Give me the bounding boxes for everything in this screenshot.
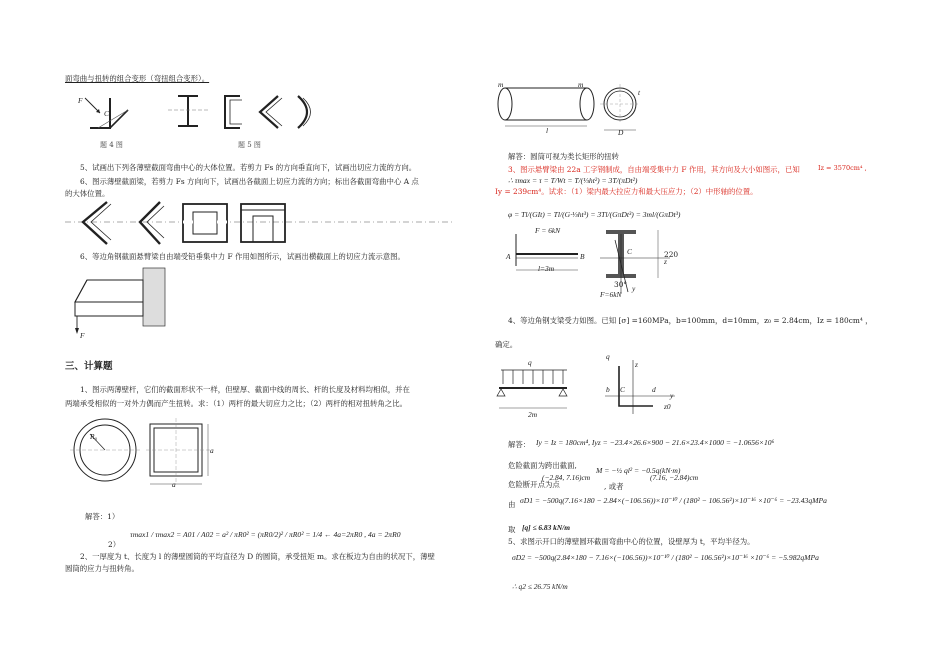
- danger-point-2: (7.16, −2.84)cm: [650, 473, 699, 482]
- problem-6b-text: 6、等边角钢截面悬臂梁自由端受铅垂集中力 F 作用如图所示，试画出横截面上的切应力流示意图。: [80, 252, 405, 261]
- danger-point-text: 危险断开点为点: [508, 480, 560, 489]
- section-q-label: q: [606, 352, 610, 361]
- problem-5-text: 5、试画出下列各薄壁截面弯曲中心的大体位置。若剪力 Fs 的方向垂直向下，试画出切应力流的方向。: [80, 163, 417, 172]
- angle-cantilever-figure: [65, 262, 175, 342]
- problem-4-text-b: 确定。: [495, 340, 518, 349]
- beam-a-label: A: [506, 252, 511, 261]
- tube-m-left: m: [498, 80, 504, 89]
- calc-2-text-b: 圆筒的应力与扭转角。: [65, 564, 139, 573]
- tau-max-formula: ∴ τmax = τ = T/Wt = T/(⅓ht²) = 3T/(πDt²): [508, 176, 638, 185]
- ring-r0-label: R₀: [90, 432, 98, 441]
- stress-ratio-formula: τmax1 / τmax2 = A01 / A02 = a² / πR0² = (πR0/2)² / πR0² = 1/4 ← 4a=2πR0 , 4a = 2πR0: [130, 530, 401, 539]
- angle-force-label: F: [80, 331, 85, 340]
- problem-6-text-a: 6、图示薄壁截面梁，若剪力 Fs 方向向下，试画出各截面上切应力流的方向；标出各截面弯曲中心 A 点: [80, 177, 419, 186]
- calc-2-text-a: 2、一厚度为 t、长度为 l 的薄壁圆筒的平均直径为 D 的圆筒，承受扭矩 m。求在板边为自由的状况下，薄壁: [80, 552, 435, 561]
- section-z-label: z: [635, 360, 638, 369]
- ring-square-figure: [70, 412, 220, 492]
- moment-formula: M = −½ ql² = −0.5q(kN·m): [596, 466, 681, 475]
- problem-4-text: 4、等边角钢支梁受力如图。已知 [σ] =160MPa，b=100mm，d=10mm，z₀ = 2.84cm，Iz = 180cm⁴ ，: [508, 316, 873, 325]
- sigma-1-lead: 由: [508, 500, 516, 509]
- square-bottom-label: a: [172, 480, 176, 489]
- problem-3-iy: Iy = 239cm⁴。试求：（1）梁内最大拉应力和最大压应力；（2）中形轴的位置。: [495, 187, 758, 196]
- square-side-label: a: [210, 446, 214, 455]
- answer-1-label: 解答：1）: [85, 512, 120, 521]
- danger-point-or: , 或者: [604, 482, 624, 491]
- problem-5-right-text: 5、求图示开口的薄壁圆环截面弯曲中心的位置，设壁厚为 t，平均半径为。: [508, 537, 755, 546]
- section-d-label: d: [652, 385, 656, 394]
- beam-c-label: C: [627, 247, 632, 256]
- sigma-1-formula: σD1 = −500q(7.16×180 − 2.84×(−106.56))×10⁻¹⁰ / (180² − 106.56²)×10⁻¹⁶ ×10⁻⁶ = −23.43qMPa: [520, 496, 827, 505]
- problem-6-text-b: 的大体位置。: [65, 189, 110, 198]
- fig4-caption: 题 4 图: [100, 141, 123, 149]
- beam-force-bottom: F=6kN: [600, 290, 622, 299]
- beam-angle-label: 30°: [614, 280, 628, 289]
- beam-z-axis: z: [664, 257, 667, 266]
- angle-beam-load-figure: [495, 358, 685, 420]
- section-y-label: y: [670, 391, 674, 400]
- twist-angle-formula: φ = Tl/(GIt) = Tl/(G·⅓ht³) = 3Tl/(GπDt³) = 3ml/(GπDt³): [508, 210, 681, 219]
- q1-result: [q] ≤ 6.83 kN/m: [522, 523, 570, 532]
- calc-1-text-a: 1、图示两薄壁杆，它们的截面形状不一样，但壁厚、截面中线的周长、杆的长度及材料均相似，并在: [80, 385, 410, 394]
- beam-b-label: B: [580, 252, 585, 261]
- beam-y-axis: y: [632, 284, 636, 293]
- load-q-label: q: [528, 358, 532, 367]
- intro-line: 面弯曲与扭转的组合变形（弯扭组合变形）。: [65, 74, 210, 83]
- beam-length-label: l=3m: [538, 264, 555, 273]
- tube-m-right: m: [578, 80, 584, 89]
- tube-answer: 解答：圆筒可视为类长矩形的扭转: [508, 152, 619, 161]
- beam-depth-label: 220: [664, 250, 679, 259]
- section-c-label: C: [620, 385, 625, 394]
- fig4-force-label: F: [78, 96, 83, 105]
- section-z0-label: z0: [664, 402, 671, 411]
- section-title: 三、计算题: [65, 361, 113, 372]
- problem-3-text: 3、图示悬臂梁由 22a 工字钢制成，自由端受集中力 F 作用，其方向及大小如图示，已知: [508, 165, 800, 174]
- fig5-caption: 题 5 图: [238, 141, 261, 149]
- tube-length-label: l: [546, 126, 549, 135]
- answer-2-label: 2）: [108, 540, 121, 549]
- tube-thickness-label: t: [638, 88, 641, 97]
- problem-3-iz: Iz = 3570cm⁴ ,: [818, 164, 867, 172]
- section-b-label: b: [606, 385, 610, 394]
- span-2m-label: 2m: [528, 410, 538, 419]
- danger-section-text: 危险截面为跨出截面,: [508, 461, 577, 470]
- tube-diameter-label: D: [618, 128, 624, 137]
- q2-result: ∴ q2 ≤ 26.75 kN/m: [512, 582, 568, 591]
- thin-wall-shear-flow-figure: [65, 198, 465, 250]
- sigma-2-formula: σD2 = −500q(2.84×180 − 7.16×(−106.56))×10⁻¹⁰ / (180² − 106.56²)×10⁻¹⁶ ×10⁻⁶ = −5.982qMPa: [512, 553, 819, 562]
- q1-lead: 取: [508, 525, 516, 534]
- beam-force-top: F = 6kN: [535, 226, 561, 235]
- inertia-formula: Iy = Iz = 180cm⁴, Iyz = −23.4×26.6×900 − 21.6×23.4×1000 = −1.0656×10⁶: [536, 438, 775, 447]
- fig4-c-label: C: [104, 109, 109, 118]
- calc-1-text-b: 两端承受相似的一对外力偶而产生扭转。求：（1）两杆的最大切应力之比；（2）两杆的相对扭转角之比。: [65, 399, 407, 408]
- danger-point-1: (−2.84, 7.16)cm: [542, 473, 591, 482]
- solution-label: 解答：: [508, 440, 531, 449]
